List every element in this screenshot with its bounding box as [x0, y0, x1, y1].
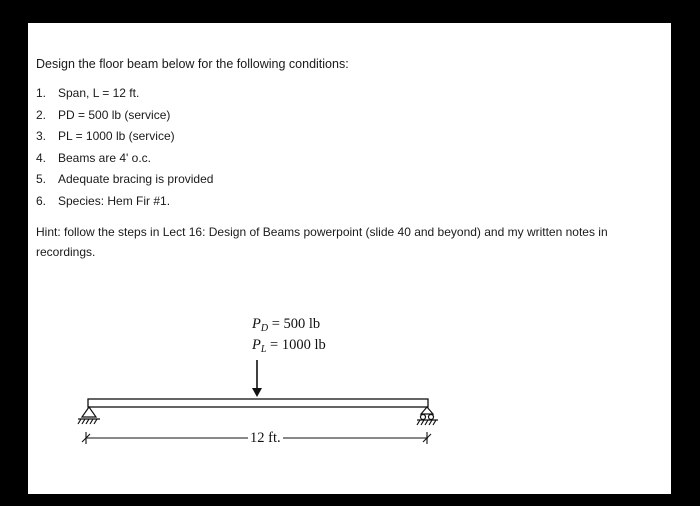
- condition-item: 3. PL = 1000 lb (service): [36, 129, 175, 143]
- problem-heading: Design the floor beam below for the following conditions:: [36, 57, 349, 71]
- load-arrow-icon: [252, 360, 262, 397]
- live-load-label: $P_L = 1000$ lb: [252, 337, 326, 355]
- beam: [88, 399, 428, 407]
- condition-item: 6. Species: Hem Fir #1.: [36, 193, 171, 208]
- document-page: [28, 23, 671, 494]
- condition-item: 1. Span, L = 12 ft.: [36, 86, 140, 100]
- beam-diagram: [28, 23, 671, 494]
- span-label: 12 ft.: [250, 430, 281, 446]
- roller-support-icon: [417, 407, 438, 425]
- condition-item: 5. Adequate bracing is provided: [36, 172, 214, 186]
- pin-support-icon: [78, 407, 100, 424]
- hint-text: Hint: follow the steps in Lect 16: Design of Beams powerpoint (slide 40 and beyond) and my written notes in recordings.: [36, 225, 608, 259]
- condition-item: 4. Beams are 4' o.c.: [36, 150, 151, 165]
- dead-load-label: $P_D = 500$ lb: [252, 316, 321, 334]
- condition-item: 2. PD = 500 lb (service): [36, 107, 171, 122]
